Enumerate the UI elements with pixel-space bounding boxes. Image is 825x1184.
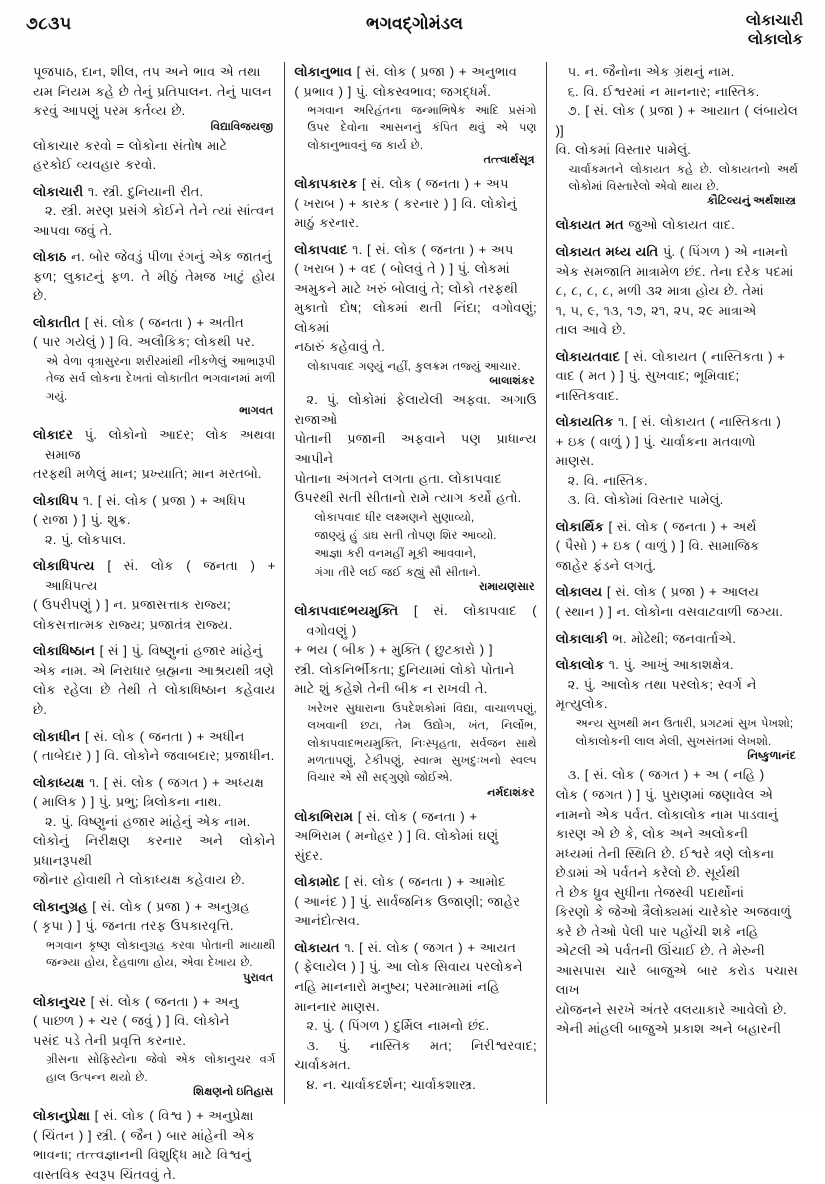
sense-line: ૨. સ્ત્રી. મરણ પ્રસંગે કોઈને તેને ત્યાં સાંત્વન (45, 203, 275, 219)
definition-line: કરે છે તેઓ પેલી પાર પહોંચી શકે નહિ (555, 923, 759, 939)
definition-line: પસંદ પડે તેની પ્રવૃત્તિ કરનાર. (33, 1032, 186, 1048)
headword: લોકાયતવાદ (555, 348, 620, 364)
definition-line: એક સમજાતિ માત્રામેળ છંદ. તેના દરેક પદમાં (555, 263, 794, 279)
headword-line (294, 872, 536, 892)
definition-text: પું. લોકોનો આદર; લોક અથવા સમાજ (45, 427, 276, 462)
definition-line: કરવું આપણું પરમ કર્તવ્ય છે. (33, 103, 186, 119)
definition-text: ૧. પું. આખું આકાશક્ષેત્ર. (604, 657, 734, 673)
dictionary-entry (294, 62, 536, 167)
definition-line: લોકાચાર કરવો = લોકોના સંતોષ માટે (33, 137, 228, 153)
headword: લોકાધ્યક્ષ (33, 774, 85, 790)
column-container (24, 62, 807, 1182)
dictionary-entry (556, 62, 798, 208)
sense-line: ૨. વિ. નાસ્તિક. (567, 472, 648, 488)
definition-line: સ્ત્રી. લોકનિર્ભીકતા; દુનિયામાં લોકો પોતાને (294, 661, 515, 677)
headword-line (33, 491, 275, 511)
headword-line (556, 242, 798, 262)
sense-line: ૩. વિ. લોકોમાં વિસ્તાર પામેલું. (567, 492, 724, 508)
verse-line: જાણ્યું હું ડાઘ સતી તોપણ શિર આવ્યો. (314, 528, 497, 542)
citation-source: રામાયણસાર (478, 581, 535, 594)
definition-line: ( ઉપરીપણું ) ] ન. પ્રજાસત્તાક રાજ્ય; (33, 597, 231, 613)
definition-text: ભ. મોઢેથી; જનવાર્તાએ. (607, 630, 736, 646)
definition-line: વિ. લોકમાં વિસ્તાર પામેલું. (555, 142, 691, 158)
definition-line: ઉપરથી સતી સીતાનો રામે ત્યાગ કર્યો હતો. (294, 490, 522, 506)
sense-line: ૫. ન. જૈનોના એક ગ્રંથનું નામ. (567, 64, 735, 79)
dictionary-entry (33, 62, 275, 175)
definition-line: ( કૃપા ) ] પું. જનતા તરફ ઉપકારવૃત્તિ. (33, 918, 234, 934)
usage-quotation: ખરેખર સુધારાના ઉપદેશકોમાં વિદ્યા, વાચાળપણું, લખવાની છટા, તેમ ઉદ્યોગ, ખંત, નિર્લોભ, લોકાપવાદભયમુક્તિ, નિઃસ્પૃહતા, સર્વજન સાથે મળતાપણું, ટેકીપણું, સ્વાત્મ સુખદુઃખનો સ્વલ્પ વિચાર એ સૌ સદ્‌ગુણો જોઈએ. (307, 701, 537, 785)
headword-line (33, 897, 275, 917)
headword-line (33, 313, 275, 333)
sense-line: ૨. પું. લોકોમાં ફેલાયેલી અફવા. અગાઉ રાજાઓ (294, 392, 537, 427)
definition-line: પોતાના અંગતને લગતા હતા. લોકાપવાદ (294, 470, 502, 486)
definition-line: મૃત્યુલોક. (555, 696, 608, 712)
headword-line (33, 641, 275, 661)
headword-line (33, 425, 275, 464)
definition-line: જાહેર ફંડને લગતું. (555, 557, 656, 573)
sense-line: ૨. પું. ( પિંગળ ) દુર્મિલ નામનો છંદ. (306, 1018, 490, 1034)
dictionary-entry (556, 215, 798, 235)
guide-words (746, 12, 803, 50)
definition-line: હરકોઈ વ્યવહાર કરવો. (33, 157, 157, 173)
definition-line: અભિરામ ( મનોહર ) ] વિ. લોકોમાં ઘણું (294, 828, 499, 844)
definition-line: પોતાની પ્રજાની અફવાને પણ પ્રાધાન્ય આપીને (294, 431, 537, 466)
headword-line (294, 174, 536, 194)
folio-number: ૭૮૩૫ (26, 14, 72, 33)
definition-text: [ સં. લોકાપવાદ ( વગોવણું ) (306, 603, 537, 638)
usage-quotation: લોકાપવાદ ગણ્યું નહીં, કુલક્રમ તજ્યું આચાર. (307, 360, 521, 374)
citation-source: વિદ્યાવિજયજી (210, 120, 274, 133)
definition-line: કિરણો કે જેઓ ત્રૈલોક્યમાં ચારેકોર અજવાળું (555, 904, 792, 920)
headword-line (33, 182, 275, 202)
definition-line: ( પૈસો ) + ઇક ( વાળું ) ] વિ. સામાજિક (555, 538, 760, 554)
sense-line: ૩. [ સં. લોક ( જગત ) + અ ( નહિ ) (567, 767, 765, 783)
headword-line (33, 773, 275, 793)
definition-line: ( આનંદ ) ] પું. સાર્વજનિક ઉજાણી; જાહેર (294, 893, 521, 909)
citation-source: કૌટિલ્યનું અર્થશાસ્ત્ર (706, 195, 796, 208)
definition-line: વાસ્તવિક સ્વરૂપ ચિંતવવું તે. (33, 1166, 176, 1182)
definition-line: તરફથી મળેલું માન; પ્રખ્યાતિ; માન મરતબો. (33, 466, 262, 482)
headword: લોકાયતિક (555, 414, 614, 430)
column-1 (24, 62, 284, 1182)
definition-line: તાલ આવે છે. (555, 322, 626, 338)
verse-line: લોકાપવાદ ધીર લક્ષ્મણને સુણાવ્યો, (314, 510, 475, 524)
definition-line: ( રાજા ) ] પું. શુક્ર. (33, 512, 131, 528)
definition-line: માણસ. (555, 453, 595, 469)
headword-line (294, 938, 536, 958)
definition-line: આનંદોત્સવ. (294, 913, 360, 929)
usage-quotation: ગ્રીસના સોફિસ્ટોના જેવો એક લોકાનુચર વર્ગ હાલ ઉત્પન્ન થયો છે. (46, 1053, 276, 1084)
definition-text: ૧. [ સં. લોક ( જગત ) + આયત (339, 939, 517, 955)
definition-line: કારણ એ છે કે, લોક અને અલોકની (555, 826, 748, 842)
usage-quotation: ભગવાન અરિહંતના જન્માભિષેક આદિ પ્રસંગો ઉપર દેવોના આસનનું કંપિત થવું એ પણ લોકાનુભાવનું જ કાર્ય છે. (307, 104, 537, 152)
headword-line (33, 727, 275, 747)
definition-text: [ સં. લોક ( જનતા ) + અપ (357, 176, 509, 192)
headword: લોકાલય (555, 584, 603, 600)
dictionary-entry (294, 240, 536, 594)
definition-line: ( ખરાબ ) + વદ ( બોલવું તે ) ] પું. લોકમાં (294, 261, 510, 277)
definition-line: ( ચિંતન ) ] સ્ત્રી. ( જૈન ) બાર માંહેની એક (33, 1127, 256, 1143)
definition-line: નહિ માનનારો મનુષ્ય; પરમાત્મામાં નહિ (294, 979, 500, 995)
definition-line: અમુકને માટે ખરું બોલાવું તે; લોકો તરફથી (294, 280, 518, 296)
dictionary-entry (33, 425, 275, 484)
definition-line: + ભય ( બીક ) + મુક્તિ ( છુટકારો ) ] (294, 642, 493, 658)
headword: લોકાપવાદ (294, 241, 348, 257)
headword: લોકાયત (294, 939, 340, 955)
headword: લોકાધિષ્ઠાન (33, 643, 95, 659)
headword: લોકાર્થિક (555, 518, 604, 534)
usage-quotation: એ વેળા વૃત્રાસુરના શરીરમાંથી નીકળેલું આભારૂપી તેજ સર્વ લોકના દેખતાં લોકાતીત ભગવાનમાં મળી ગયું. (46, 354, 276, 403)
headword-line (33, 556, 275, 595)
definition-line: મુકાતો દોષ; લોકમાં થતી નિંદા; વગોવણું; લોકમાં (294, 300, 537, 335)
definition-text: ૧. [ સં. લોક ( જગત ) + અધ્યક્ષ (84, 774, 264, 790)
definition-line: વાદ ( મત ) ] પું. સુખવાદ; ભૂમિવાદ; (555, 368, 740, 384)
definition-line: છેડામાં એ પર્વતને કરેલો છે. સૂર્યથી (555, 865, 741, 881)
definition-line: મધ્યમાં તેની સ્થિતિ છે. ઈશ્વરે ત્રણે લોકના (555, 845, 775, 861)
headword-line (556, 655, 798, 675)
column-2 (284, 62, 545, 1104)
dictionary-entry (294, 174, 536, 233)
guide-word-last: લોકાલોક (747, 30, 803, 48)
headword: લોકાધિપ (33, 492, 79, 508)
dictionary-entry (33, 727, 275, 766)
citation-source: શિક્ષણનો ઇતિહાસ (193, 1085, 274, 1098)
definition-text: પું. ( પિંગળ ) એ નામનો (658, 243, 789, 259)
sense-line: ૨. પું. વિષ્ણુનાં હજાર માંહેનું એક નામ. (45, 813, 251, 829)
dictionary-entry (33, 247, 275, 306)
headword-line (33, 1106, 275, 1126)
definition-line: ( ખરાબ ) + કારક ( કરનાર ) ] વિ. લોકોનું (294, 195, 517, 211)
definition-text: [ સં. લોક ( જનતા ) + અનુ (86, 993, 239, 1009)
headword: લોકાધિપત્ય (33, 558, 95, 574)
definition-text: જુઓ લોકાયત વાદ. (623, 217, 735, 233)
usage-quotation: ભગવાન કૃષ્ણ લોકાનુગ્રહ કરવા પોતાની માયાથી જન્મ્યા હોય, દેહવાળા હોય, એવા દેખાય છે. (46, 938, 276, 970)
headword-line (33, 992, 275, 1012)
definition-line: ( સ્થાન ) ] ન. લોકોના વસવાટવાળી જગ્યા. (555, 604, 783, 619)
headword: લોકાનુચર (33, 993, 87, 1009)
headword-line (556, 582, 798, 602)
definition-line: માઠું કરનાર. (294, 215, 359, 231)
definition-text: [ સં. લોક ( પ્રજા ) + આલય (602, 584, 760, 600)
definition-text: [ સં. લોક ( જનતા ) + અર્થ (603, 518, 757, 534)
headword: લોકાદર (33, 427, 73, 443)
definition-line: ( પાછળ ) + ચર ( જવું ) ] વિ. લોકોને (33, 1013, 230, 1029)
definition-line: ( તાબેદાર ) ] વિ. લોકોને જવાબદાર; પ્રજાધીન. (33, 748, 275, 764)
definition-line: લોક રહેલા છે તેથી તે લોકાધિષ્ઠાન કહેવાય છે. (33, 682, 276, 717)
headword-line (556, 629, 798, 649)
definition-line: પૂજપાઠ, દાન, શીલ, તપ અને ભાવ એ તથા (33, 64, 261, 79)
usage-quotation: ચાર્વાકમતને લોકાયત કહે છે. લોકાયતનો અર્થ લોકોમાં વિસ્તારેલો એવો થાય છે. (568, 162, 798, 194)
definition-text: [ સં. લોકાયત ( નાસ્તિકતા ) + (619, 348, 785, 364)
citation-source: તત્ત્વાર્થસૂત્ર (483, 154, 535, 167)
dictionary-entry (33, 313, 275, 418)
headword-line (556, 215, 798, 235)
definition-line: ( પ્રભાવ ) ] પું. લોકસ્વભાવ; જગદ્ધર્મ. (294, 83, 491, 99)
dictionary-entry (556, 629, 798, 649)
dictionary-entry (294, 872, 536, 931)
headword-line (294, 807, 536, 827)
headword: લોકાલાકી (555, 630, 608, 646)
dictionary-entry (294, 601, 536, 800)
citation-source: નર્મદાશંકર (487, 786, 535, 799)
guide-word-first: લોકાચારી (745, 12, 803, 29)
dictionary-entry (33, 773, 275, 890)
definition-line: જોનાર હોવાથી તે લોકાધ્યક્ષ કહેવાય છે. (33, 872, 245, 888)
sense-line: ૩. પું. નાસ્તિક મત; નિરીશ્વરવાદ; ચાર્વાકમત. (294, 1037, 537, 1073)
definition-text: [ સં. લોક ( જનતા ) + અધીન (80, 728, 245, 744)
citation-source: પુરાવત (243, 971, 274, 984)
definition-line: માટે શું કહેશે તેની બીક ન રાખવી તે. (294, 681, 488, 697)
definition-line: માનનાર માણસ. (294, 998, 380, 1014)
headword-line (556, 517, 798, 537)
definition-text: [ સં. લોક ( વિશ્વ ) + અનુપ્રેક્ષા (90, 1107, 254, 1123)
verse-line: અન્ય સુખથી મન ઉતારી, પ્રગટમાં સુખ પેખશો; (575, 716, 794, 730)
column-3 (546, 62, 807, 1104)
headword-line (294, 601, 536, 640)
headword: લોકાનુગ્રહ (33, 898, 88, 914)
headword: લોકાયત મત (555, 217, 624, 233)
definition-line: ૮, ૮, ૮, ૮, મળી ૩૨ માત્રા હોય છે. તેમાં (555, 283, 764, 299)
dictionary-entry (556, 517, 798, 576)
dictionary-entry (294, 938, 536, 1094)
definition-text: [ સં. લોક ( પ્રજા ) + અનુભાવ (351, 64, 517, 79)
definition-line: યમ નિયમ કહે છે તેનું પ્રતિપાલન. તેનું પાલન (33, 83, 272, 99)
dictionary-entry (294, 807, 536, 866)
dictionary-entry (556, 582, 798, 621)
headword-line (556, 347, 798, 367)
headword-line (294, 62, 536, 82)
headword-line (294, 240, 536, 260)
sense-line: ૪. ન. ચાર્વાકદર્શન; ચાર્વાકશાસ્ત્ર. (306, 1076, 476, 1092)
sense-line: ૨. પું. આલોક તથા પરલોક; સ્વર્ગ ને (567, 676, 757, 692)
headword: લોકાયત મધ્ય યતિ (555, 243, 659, 259)
dictionary-entry (33, 556, 275, 634)
dictionary-entry (33, 641, 275, 719)
definition-text: ન. બોર જેવડું પીળા રંગનું એક જાતનું (66, 249, 272, 265)
headword-line (33, 247, 275, 267)
definition-line: નાસ્તિકવાદ. (555, 387, 619, 403)
headword: લોકાપકારક (294, 176, 358, 192)
definition-text: [ સં ] પું. વિષ્ણુનાં હજાર માંહેનું (94, 643, 263, 659)
headword: લોકાતીત (33, 314, 81, 330)
verse-line: આજ્ઞા કરી વનમહીં મૂકી આવવાને, (314, 547, 477, 561)
headword: લોકાપવાદભયમુક્તિ (294, 603, 399, 619)
definition-line: યોજનને સરખે અંતરે વલયાકારે આવેલો છે. (555, 1001, 787, 1017)
headword: લોકામોદ (294, 874, 341, 890)
definition-line: ભાવના; તત્ત્વજ્ઞાનની વિશુદ્ધિ માટે વિશ્વનું (33, 1147, 251, 1163)
definition-line: લોકોનું નિરીક્ષણ કરનાર અને લોકોને પ્રધાનરૂપથી (33, 833, 276, 868)
definition-text: [ સં. લોક ( જનતા ) + અતીત (80, 314, 244, 330)
headword: લોકાધીન (33, 728, 81, 744)
headword: લોકાનુપ્રેક્ષા (33, 1107, 90, 1123)
definition-line: લોક ( જગત ) ] પું. પુરાણમાં જણાવેલ એ (555, 786, 774, 802)
definition-text: ૧. [ સં. લોકાયત ( નાસ્તિકતા ) (613, 414, 781, 430)
citation-source: નિષ્કુળાનંદ (747, 750, 796, 763)
definition-text: [ સં. લોક ( પ્રજા ) + અનુગ્રહ (87, 898, 250, 914)
headword: લોકાનુભાવ (294, 64, 352, 79)
dictionary-entry (556, 242, 798, 340)
definition-text: ૧. [ સં. લોક ( જનતા ) + અપ (347, 241, 514, 257)
definition-line: ૧, ૫, ૯, ૧૩, ૧૭, ૨૧, ૨૫, ૨૯ માત્રાએ (555, 302, 757, 318)
definition-line: સુંદર. (294, 847, 323, 863)
definition-line: એટલી એ પર્વતની ઊંચાઈ છે. તે મેરુની (555, 943, 765, 959)
headword: લોકાલોક (555, 657, 605, 673)
definition-line: એની માંહલી બાજુએ પ્રકાશ અને બહારની (555, 1021, 781, 1037)
definition-text: ૧. [ સં. લોક ( પ્રજા ) + અધિપ (78, 492, 246, 508)
dictionary-entry (33, 1106, 275, 1184)
sense-line: ૬. વિ. ઈશ્વરમાં ન માનનાર; નાસ્તિક. (567, 83, 760, 99)
headword-line (556, 412, 798, 432)
definition-line: ( ફેલાયેલ ) ] પું. આ લોક સિવાય પરલોકને (294, 959, 523, 975)
verse-line: લોકાલોકની લાલ મેલી, સુખસંતમાં લેખશો. (575, 735, 772, 749)
definition-line: ( પાર ગયેલું ) ] વિ. અલૌકિક; લોકથી પર. (33, 334, 255, 350)
definition-line: ફળ; લુકાટનું ફળ. તે મીઠું તેમજ ખાટું હોય છે. (33, 268, 276, 304)
dictionary-entry (33, 992, 275, 1099)
definition-text: ૧. સ્ત્રી. દુનિયાની રીત. (83, 183, 204, 199)
definition-line: એક નામ. એ નિરાધાર બ્રહ્મના આશ્રયથી ત્રણે (33, 662, 274, 678)
dictionary-entry (33, 897, 275, 985)
dictionary-entry (33, 491, 275, 550)
definition-line: + ઇક ( વાળું ) ] પું. ચાર્વાકના મતવાળો (555, 433, 756, 449)
dictionary-entry (33, 182, 275, 241)
headword: લોકાભિરામ (294, 808, 354, 824)
dictionary-entry (556, 412, 798, 510)
citation-source: ભાગવત (239, 405, 274, 418)
sense-line: ૨. પું. લોકપાલ. (45, 531, 126, 547)
citation-source: બાલાશંકર (489, 375, 535, 388)
definition-line: નામનો એક પર્વત. લોકાલોક નામ પાડવાનું (555, 806, 778, 822)
definition-line: ( માલિક ) ] પું. પ્રભુ; ત્રિલોકના નાથ. (33, 794, 222, 810)
definition-line: આપવા જવું તે. (33, 222, 113, 238)
definition-line: તે છેક ધ્રુવ સુધીના તેજસ્વી પદાર્થોનાં (555, 884, 745, 900)
book-title: ભગવદ્‌ગોમંડલ (366, 14, 463, 33)
definition-line: નઠારું કહેવાવું તે. (294, 339, 385, 355)
headword: લોકાચારી (33, 183, 84, 199)
running-head (26, 14, 803, 60)
definition-text: [ સં. લોક ( જનતા ) + આમોદ (340, 874, 506, 890)
definition-text: [ સં. લોક ( જનતા ) + (353, 808, 478, 824)
dictionary-entry (556, 655, 798, 1039)
headword: લોકાઠ (33, 249, 67, 265)
sense-line: ૭. [ સં. લોક ( પ્રજા ) + આયાત ( લંબાયેલ )] (555, 103, 798, 138)
definition-line: લોકસત્તાત્મક રાજ્ય; પ્રજાતંત્ર રાજ્ય. (33, 616, 233, 632)
definition-line: આસપાસ ચારે બાજુએ બાર કરોડ પચાસ લાખ (555, 962, 798, 998)
verse-line: ગંગા તીરે લઈ જઈ કહ્યું સૌ સીતાને. (314, 565, 481, 579)
definition-text: [ સં. લોક ( જનતા ) + આધિપત્ય (45, 558, 276, 593)
dictionary-entry (556, 347, 798, 406)
